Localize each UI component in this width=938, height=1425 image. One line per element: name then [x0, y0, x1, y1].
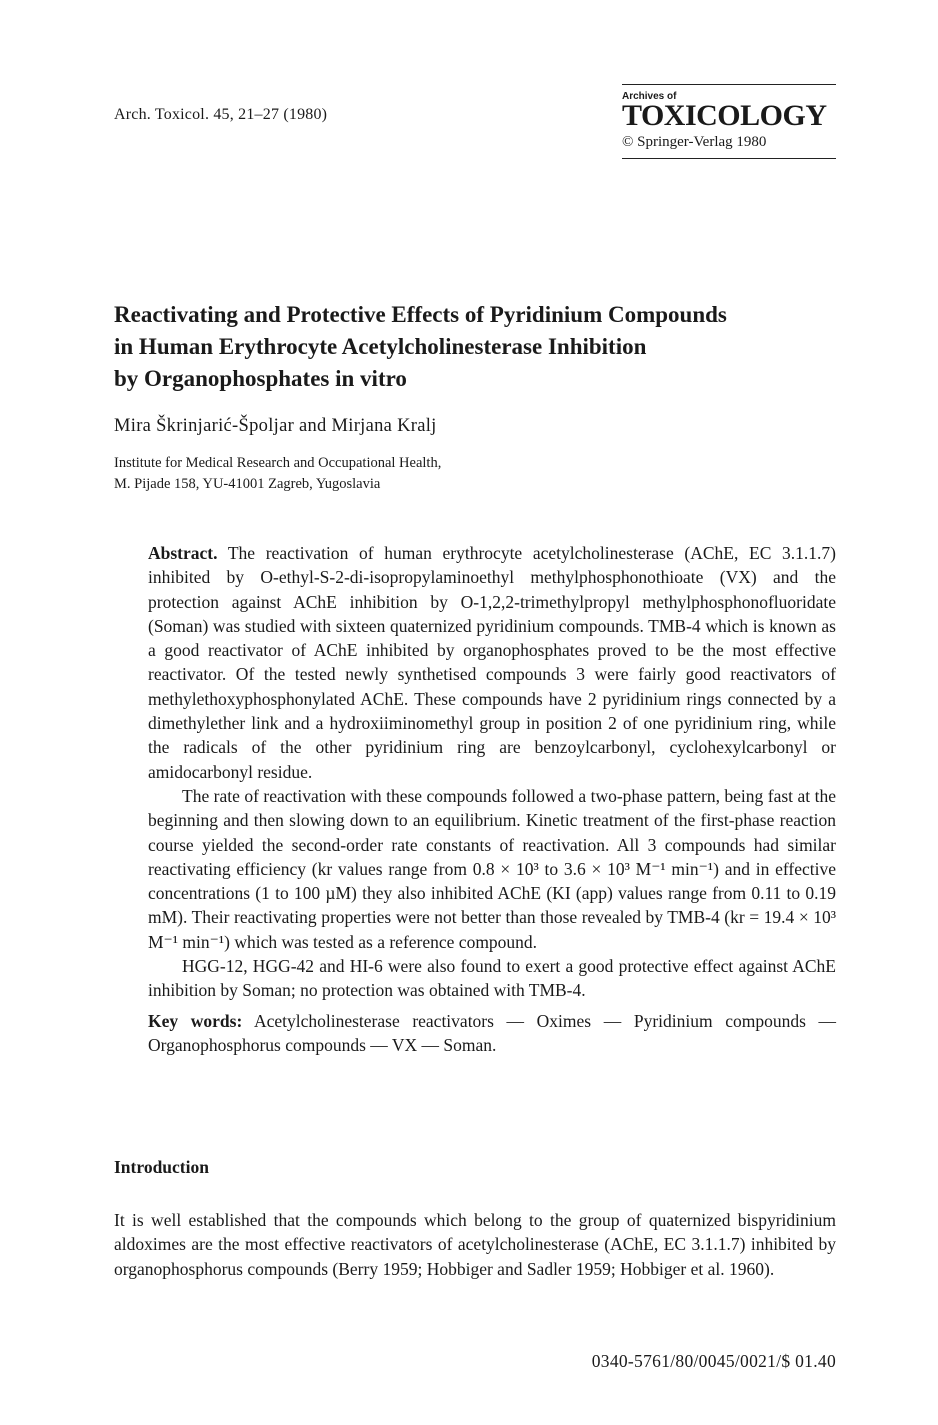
- abstract-text: The reactivation of human erythrocyte acetylcholinesterase (AChE, EC 3.1.1.7) inhibited by O-ethyl-S-2-di-isopropylaminoethyl methylphosphonothioate (VX) and the protection against AChE inhibition by O-1,2,2-trimethylpropyl methylphosphonofluoridate (Soman) was studied with sixteen quaternized pyridinium compounds. TMB-4 which is known as a good reactivator of AChE inhibited by organophosphates proved to be the most effective reactivator. Of the tested newly synthetised compounds 3 were fairly good reactivators of methylethoxyphosphonylated AChE. These compounds have 2 pyridinium rings connected by a dimethylether link and a hydroxiiminomethyl group in position 2 of one pyridinium ring, while the radicals of the other pyridinium ring are benzoylcarbonyl, cyclohexylcarbonyl or amidocarbonyl residue.: [148, 543, 837, 782]
- affiliation-line: Institute for Medical Research and Occupational Health,: [114, 455, 442, 471]
- title-line: Reactivating and Protective Effects of Pyridinium Compounds: [114, 302, 727, 327]
- journal-masthead-small: Archives of: [622, 91, 677, 102]
- title-line: by Organophosphates in vitro: [114, 366, 407, 391]
- abstract-label: Abstract.: [148, 543, 218, 563]
- introduction-paragraph: It is well established that the compounds which belong to the group of quaternized bispyridinium aldoximes are the most effective reactivators of acetylcholinesterase (AChE, EC 3.1.1.7) inhibited by organophosphorus compounds (Berry 1959; Hobbiger and Sadler 1959; Hobbiger et al. 1960).: [114, 1210, 836, 1279]
- introduction-heading: Introduction: [114, 1157, 209, 1177]
- article-title: [114, 299, 834, 395]
- journal-citation: Arch. Toxicol. 45, 21–27 (1980): [114, 106, 328, 123]
- title-line: in Human Erythrocyte Acetylcholinesterase Inhibition: [114, 334, 647, 359]
- introduction-body: [114, 1208, 836, 1281]
- keywords: [148, 1009, 836, 1058]
- abstract-paragraph: The rate of reactivation with these compounds followed a two-phase pattern, being fast at the beginning and then slowing down to an equilibrium. Kinetic treatment of the first-phase reaction course yielded the second-order rate constants of reactivation. All 3 compounds had similar reactivating efficiency (kr values range from 0.8 × 10³ to 3.6 × 10³ M⁻¹ min⁻¹) and in effective concentrations (1 to 100 µM) they also inhibited AChE (KI (app) values range from 0.11 to 0.19 mM). Their reactivating properties were not better than those revealed by TMB-4 (kr = 19.4 × 10³ M⁻¹ min⁻¹) which was tested as a reference compound.: [148, 785, 836, 952]
- abstract-paragraph: [148, 541, 836, 784]
- affiliation-line: M. Pijade 158, YU-41001 Zagreb, Yugoslavia: [114, 476, 381, 492]
- authors: Mira Škrinjarić-Špoljar and Mirjana Kralj: [114, 416, 437, 436]
- abstract: [148, 541, 836, 1057]
- keywords-text: Acetylcholinesterase reactivators — Oximes — Pyridinium compounds — Organophosphorus compounds — VX — Soman.: [148, 1010, 837, 1055]
- affiliation: [114, 453, 441, 495]
- journal-masthead-name: TOXICOLOGY: [622, 99, 827, 132]
- abstract-paragraph: HGG-12, HGG-42 and HI-6 were also found to exert a good protective effect against AChE inhibition by Soman; no protection was obtained with TMB-4.: [148, 956, 836, 1001]
- keywords-label: Key words:: [148, 1010, 243, 1031]
- journal-masthead: [622, 84, 836, 159]
- article-code: 0340-5761/80/0045/0021/$ 01.40: [591, 1351, 836, 1371]
- journal-copyright: © Springer-Verlag 1980: [622, 134, 767, 150]
